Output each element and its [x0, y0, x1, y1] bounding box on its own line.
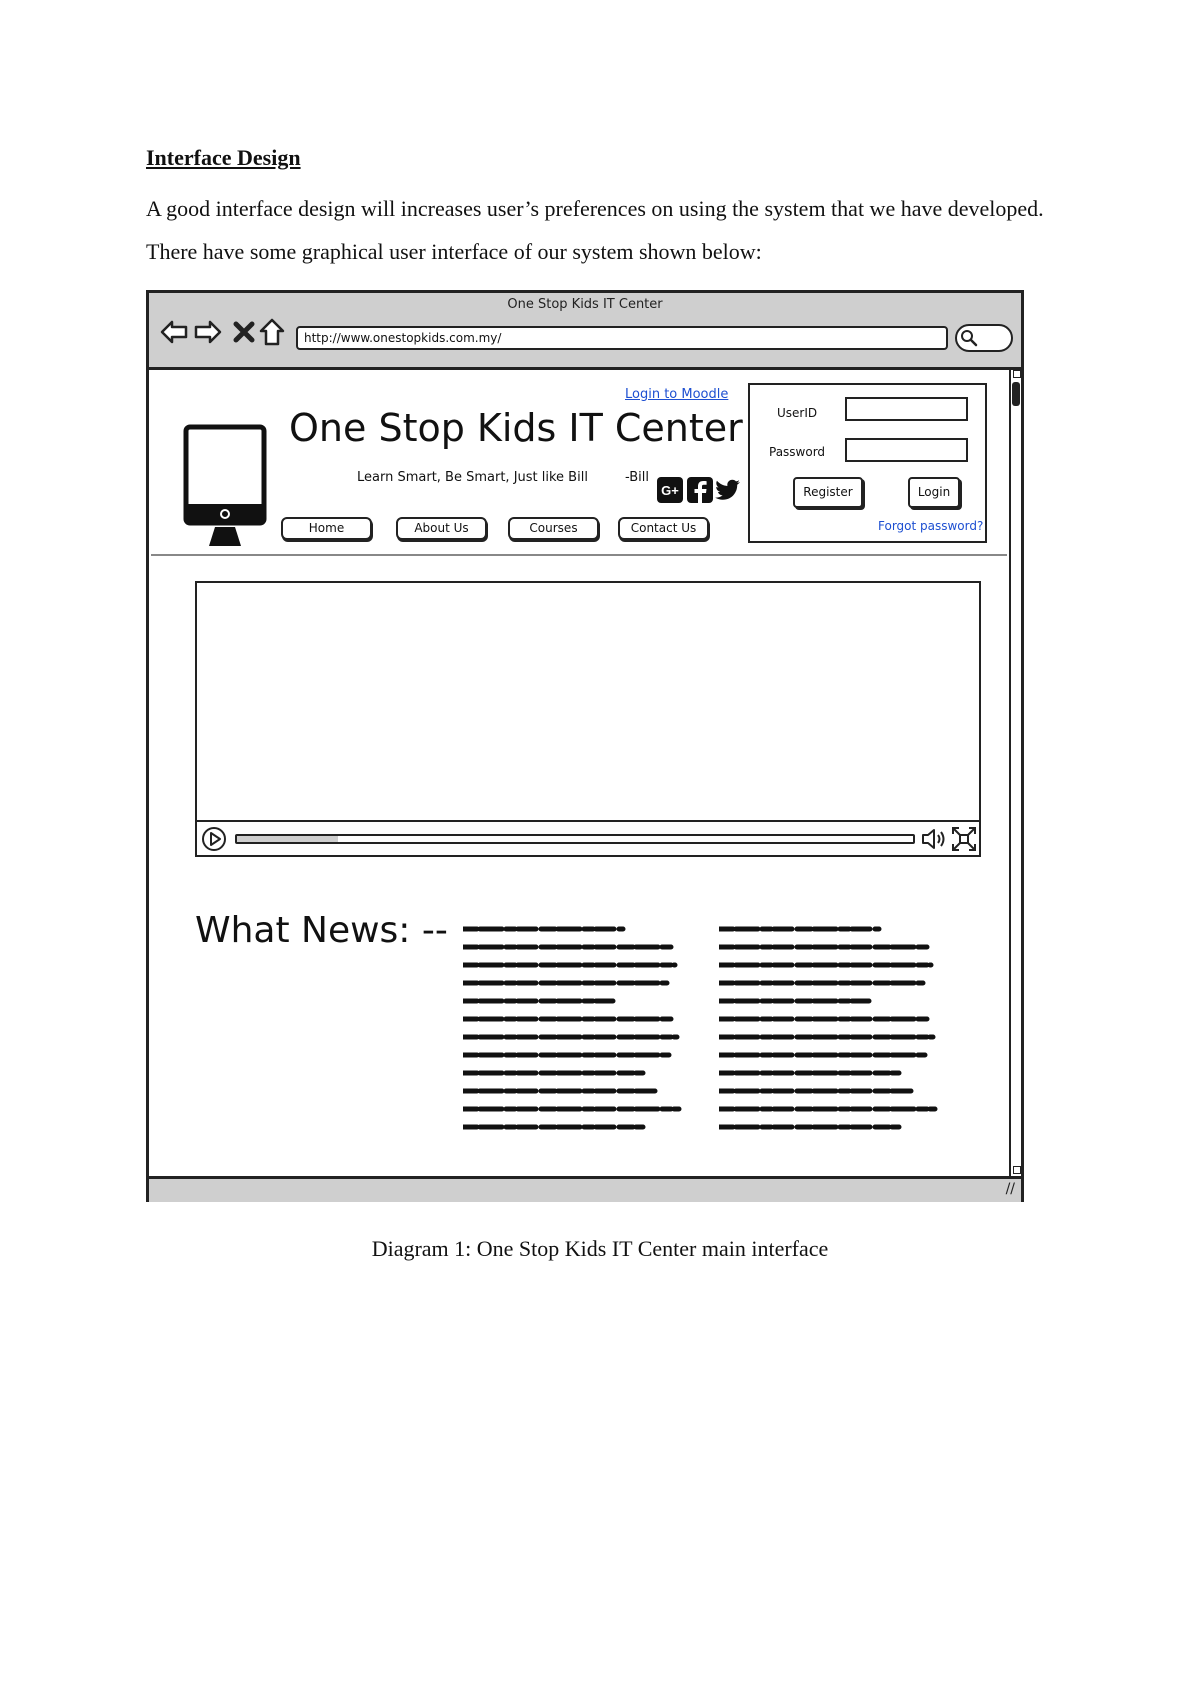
nav-home-button[interactable]: Home: [281, 517, 372, 540]
twitter-icon[interactable]: [715, 477, 741, 503]
url-bar[interactable]: http://www.onestopkids.com.my/: [296, 326, 948, 350]
scroll-up-arrow[interactable]: [1013, 370, 1021, 378]
password-label: Password: [769, 445, 826, 459]
userid-label: UserID: [777, 406, 818, 420]
resize-grip-icon[interactable]: //: [1005, 1181, 1015, 1197]
video-progress-bar[interactable]: [235, 834, 915, 844]
svg-text:G+: G+: [661, 483, 679, 498]
password-input[interactable]: [845, 438, 968, 462]
facebook-icon[interactable]: [687, 477, 713, 503]
window-title: One Stop Kids IT Center: [507, 297, 663, 312]
login-to-moodle-link[interactable]: Login to Moodle: [625, 387, 729, 402]
doc-paragraph: A good interface design will increases user’s preferences on using the system that we have developed. There have some graphical user interface of our system shown below:: [146, 196, 1044, 264]
doc-heading: Interface Design: [146, 145, 301, 170]
site-title: One Stop Kids IT Center: [289, 406, 743, 450]
site-tagline: Learn Smart, Be Smart, Just like Bill: [357, 470, 588, 485]
google-plus-icon[interactable]: [657, 477, 683, 503]
volume-icon[interactable]: [921, 826, 949, 852]
login-panel: [748, 383, 987, 543]
forgot-password-link[interactable]: Forgot password?: [878, 519, 984, 533]
page-viewport: [149, 370, 1009, 1176]
nav-contact-us-button[interactable]: Contact Us: [618, 517, 709, 540]
back-arrow-icon[interactable]: [159, 317, 189, 347]
browser-status-bar: [149, 1176, 1021, 1202]
scroll-thumb[interactable]: [1012, 382, 1020, 406]
scroll-down-arrow[interactable]: [1013, 1166, 1021, 1174]
browser-chrome: [149, 293, 1021, 370]
header-divider: [151, 554, 1007, 556]
video-controls: [197, 820, 979, 855]
userid-input[interactable]: [845, 397, 968, 421]
forward-arrow-icon[interactable]: [193, 317, 223, 347]
browser-search-field[interactable]: [955, 324, 1013, 352]
vertical-scrollbar[interactable]: [1009, 370, 1021, 1176]
stop-x-icon[interactable]: [229, 317, 259, 347]
news-title: What News: --: [195, 910, 448, 951]
news-column-1-placeholder-text: [463, 925, 693, 1135]
figure-caption: Diagram 1: One Stop Kids IT Center main interface: [371, 1236, 829, 1261]
news-column-2-placeholder-text: [719, 925, 949, 1135]
play-icon[interactable]: [201, 826, 227, 852]
search-icon: [960, 329, 978, 347]
browser-window-mockup: [146, 290, 1024, 1202]
nav-about-us-button[interactable]: About Us: [396, 517, 487, 540]
fullscreen-icon[interactable]: [951, 826, 977, 852]
computer-monitor-icon: [183, 424, 267, 550]
nav-courses-button[interactable]: Courses: [508, 517, 599, 540]
register-button[interactable]: Register: [793, 477, 863, 508]
video-player[interactable]: [195, 581, 981, 857]
video-progress-fill: [237, 836, 338, 842]
home-icon[interactable]: [257, 317, 287, 347]
login-button[interactable]: Login: [908, 477, 960, 508]
tagline-author: -Bill: [625, 470, 649, 485]
